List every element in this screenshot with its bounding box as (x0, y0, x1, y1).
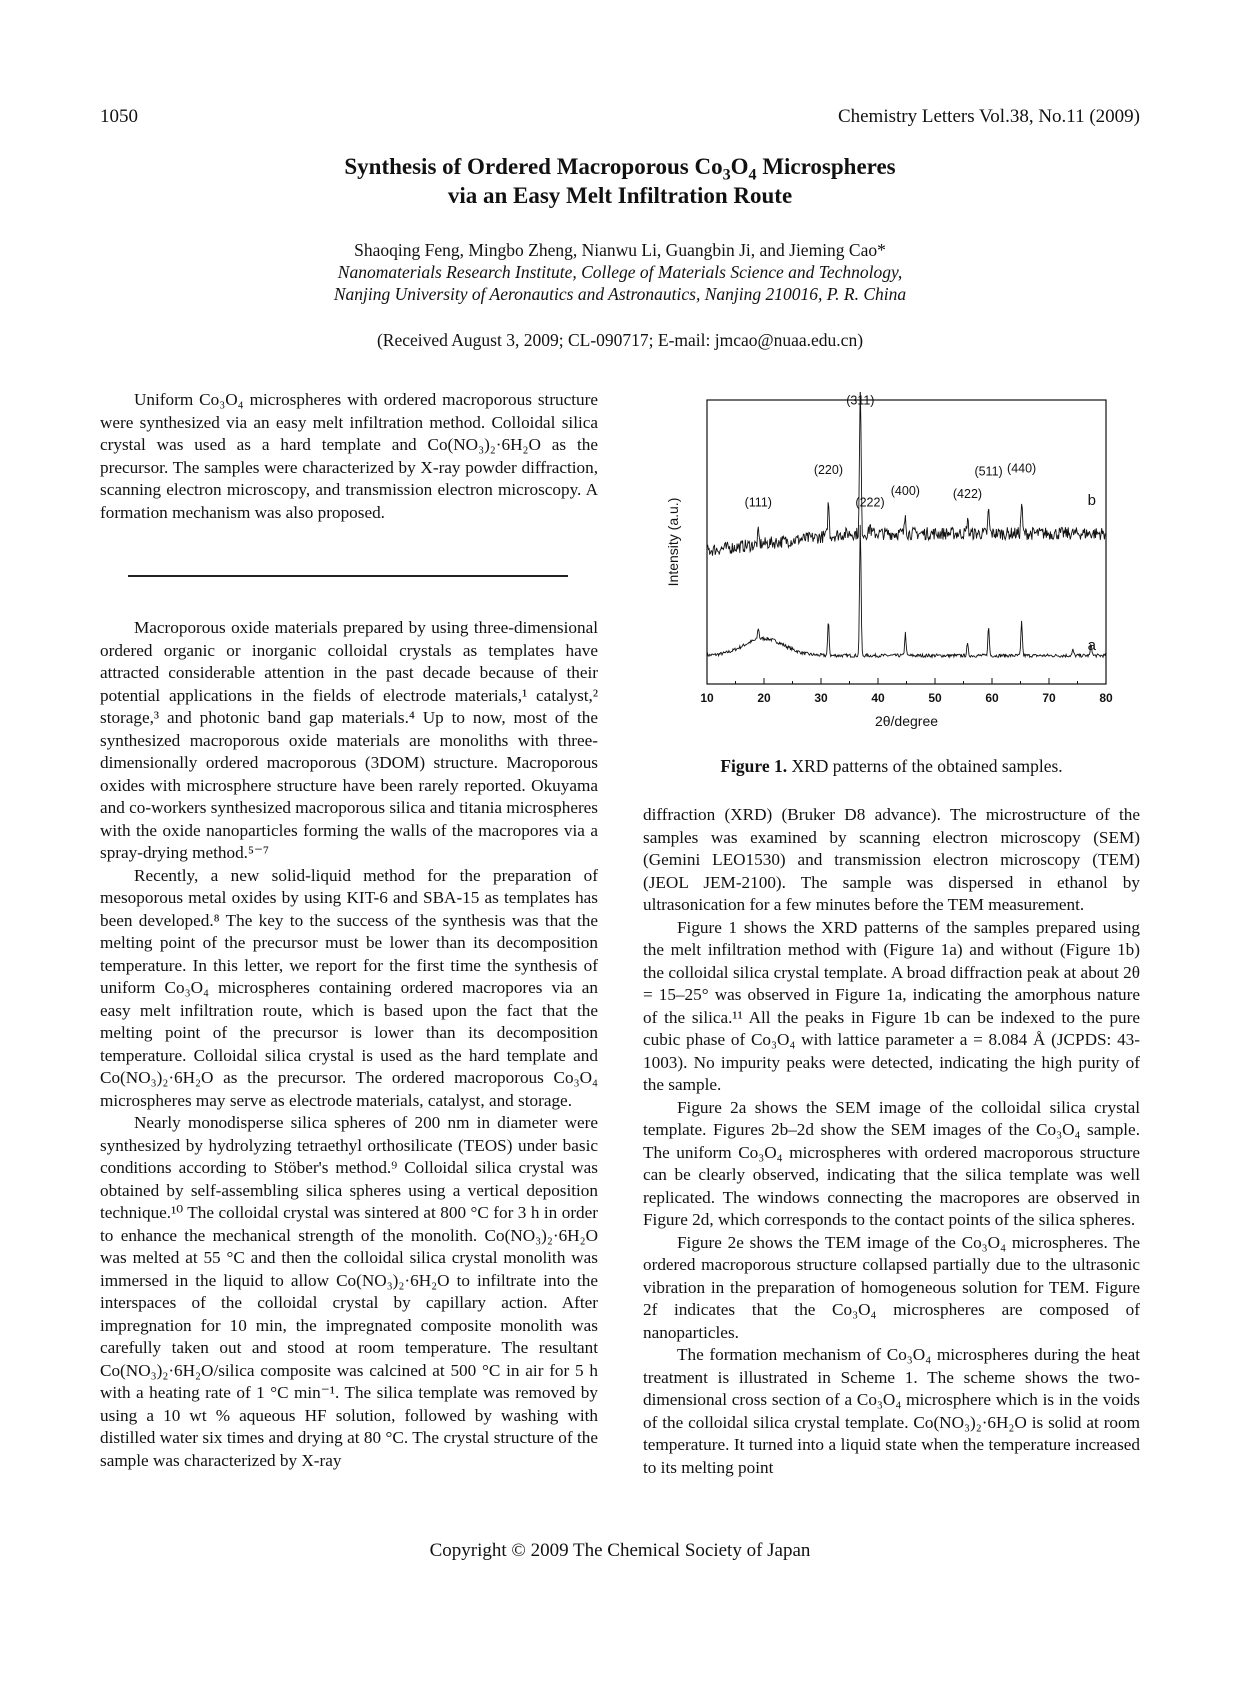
peak-label: (111) (744, 495, 772, 510)
copyright-footer: Copyright © 2009 The Chemical Society of Japan (429, 1540, 811, 1561)
series-label: b (1087, 492, 1096, 510)
abstract-divider (128, 575, 568, 577)
affiliation-line-1: Nanomaterials Research Institute, College of Materials Science and Technology, (337, 262, 903, 282)
received-line: (Received August 3, 2009; CL-090717; E-mail: jmcao@nuaa.edu.cn) (376, 330, 864, 350)
x-tick-label: 60 (985, 691, 999, 705)
xrd-plot-svg (660, 392, 1120, 752)
paragraph: The formation mechanism of Co₃O₄ microspheres during the heat treatment is illustrated in Scheme 1. The scheme shows the two-dimensional cross section of a Co₃O₄ microsphere which is in the voids of the colloidal silica crystal template. Co(NO₃)₂·6H₂O is solid at room temperature. It turned into a liquid state when the temperature increased to its melting point (643, 1345, 1140, 1477)
series-label: a (1087, 636, 1096, 654)
paragraph: Figure 2a shows the SEM image of the colloidal silica crystal template. Figures 2b–2d show the SEM images of the Co₃O₄ sample. The uniform Co₃O₄ microspheres with ordered macroporous structure can be clearly observed, indicating that the silica template was well replicated. The windows connecting the macropores are observed in Figure 2d, which corresponds to the contact points of the silica spheres. (643, 1097, 1140, 1229)
paragraph: Figure 2e shows the TEM image of the Co₃O₄ microspheres. The ordered macroporous structure collapsed partially due to the ultrasonic vibration in the preparation of homogeneous solution for TEM. Figure 2f indicates that the Co₃O₄ microspheres are composed of nanoparticles. (643, 1232, 1140, 1342)
left-column-body (100, 617, 598, 1472)
peak-label: (511) (974, 464, 1003, 479)
paragraph: diffraction (XRD) (Bruker D8 advance). The microstructure of the samples was examined by scanning electron microscopy (SEM) (Gemini LEO1530) and transmission electron microscopy (TEM) (JEOL JEM-2100). The sample was dispersed in ethanol by ultrasonication for a few minutes before the TEM measurement. (643, 805, 1140, 914)
x-tick-label: 80 (1099, 691, 1113, 705)
peak-label: (311) (846, 393, 875, 408)
paragraph: Nearly monodisperse silica spheres of 200 nm in diameter were synthesized by hydrolyzing tetraethyl orthosilicate (TEOS) under basic conditions according to Stöber's method.⁹ Colloidal silica crystal was obtained by self-assembling silica spheres using a vertical deposition technique.¹⁰ The colloidal crystal was sintered at 800 °C for 3 h in order to enhance the mechanical strength of the monolith. Co(NO₃)₂·6H₂O was melted at 55 °C and then the colloidal silica crystal monolith was immersed in the liquid to allow Co(NO₃)₂·6H₂O to infiltrate into the interspaces of the colloidal crystal by capillary action. After impregnation for 10 min, the impregnated composite monolith was carefully taken out and stood at room temperature. The resultant Co(NO₃)₂·6H₂O/silica composite was calcined at 500 °C in air for 5 h with a heating rate of 1 °C min⁻¹. The silica template was removed by using a 10 wt % aqueous HF solution, followed by washing with distilled water six times and drying at 80 °C. The crystal structure of the sample was characterized by X-ray (100, 1113, 598, 1470)
peak-label: (222) (855, 495, 885, 510)
x-tick-label: 70 (1042, 691, 1056, 705)
y-axis-label: Intensity (a.u.) (665, 497, 681, 587)
paragraph: Recently, a new solid-liquid method for the preparation of mesoporous metal oxides by using KIT-6 and SBA-15 as templates has been developed.⁸ The key to the success of the synthesis was that the melting point of the precursor must be lower than its decomposition temperature. In this letter, we report for the first time the synthesis of uniform Co₃O₄ microspheres containing ordered macropores via an easy melt infiltration route, which is based upon the fact that the melting point of the precursor is lower than its decomposition temperature. Colloidal silica crystal is used as the hard template and Co(NO₃)₂·6H₂O as the precursor. The ordered macroporous Co₃O₄ microspheres may serve as electrode materials, catalyst, and storage. (100, 865, 598, 1110)
x-tick-label: 20 (757, 691, 771, 705)
figure-caption: Figure 1. XRD patterns of the obtained samples. (720, 756, 1063, 776)
figure-1-xrd-chart (660, 392, 1120, 752)
paragraph: Figure 1 shows the XRD patterns of the samples prepared using the melt infiltration method with (Figure 1a) and without (Figure 1b) the colloidal silica crystal template. A broad diffraction peak at about 2θ = 15–25° was observed in Figure 1a, indicating the amorphous nature of the silica.¹¹ All the peaks in Figure 1b can be indexed to the pure cubic phase of Co₃O₄ with lattice parameter a = 8.084 Å (JCPDS: 43-1003). No impurity peaks were detected, indicating the high purity of the sample. (643, 917, 1140, 1094)
abstract-text: Uniform Co₃O₄ microspheres with ordered macroporous structure were synthesized via an easy melt infiltration method. Colloidal silica crystal was used as a hard template and Co(NO₃)₂·6H₂O as the precursor. The samples were characterized by X-ray powder diffraction, scanning electron microscopy, and transmission electron microscopy. A formation mechanism was also proposed. (100, 390, 598, 522)
x-tick-label: 40 (871, 691, 885, 705)
x-tick-label: 30 (814, 691, 828, 705)
abstract (100, 389, 598, 524)
x-tick-label: 10 (700, 691, 714, 705)
peak-label: (440) (1007, 461, 1037, 476)
peak-label: (220) (813, 462, 844, 477)
x-tick-label: 50 (928, 691, 942, 705)
series-b-line (707, 392, 1106, 556)
journal-citation: Chemistry Letters Vol.38, No.11 (2009) (837, 106, 1140, 127)
author-list: Shaoqing Feng, Mingbo Zheng, Nianwu Li, Guangbin Ji, and Jieming Cao* (354, 240, 886, 260)
paragraph: Macroporous oxide materials prepared by using three-dimensional ordered organic or inorganic colloidal crystals as templates have attracted considerable attention in the past decade because of their potential applications in the fields of electrode materials,¹ catalyst,² storage,³ and photonic band gap materials.⁴ Up to now, most of the synthesized macroporous oxide materials are monoliths with three-dimensionally ordered macroporous (3DOM) structure. Macroporous oxides with microsphere structure have been rarely reported. Okuyama and co-workers synthesized macroporous silica and titania microspheres with the oxide nanoparticles forming the walls of the macropores via a spray-drying method.⁵⁻⁷ (100, 618, 598, 862)
x-axis-label: 2θ/degree (874, 713, 939, 729)
peak-label: (422) (952, 486, 983, 501)
right-column-body (643, 804, 1140, 1479)
series-a-line (707, 525, 1106, 657)
peak-label: (400) (890, 484, 920, 499)
article-title: Synthesis of Ordered Macroporous $Co_3O_4$ Microspheres via an Easy Melt Infiltration Route (344, 154, 896, 208)
affiliation-line-2: Nanjing University of Aeronautics and Astronautics, Nanjing 210016, P. R. China (333, 284, 907, 304)
page-number: 1050 (100, 106, 138, 127)
